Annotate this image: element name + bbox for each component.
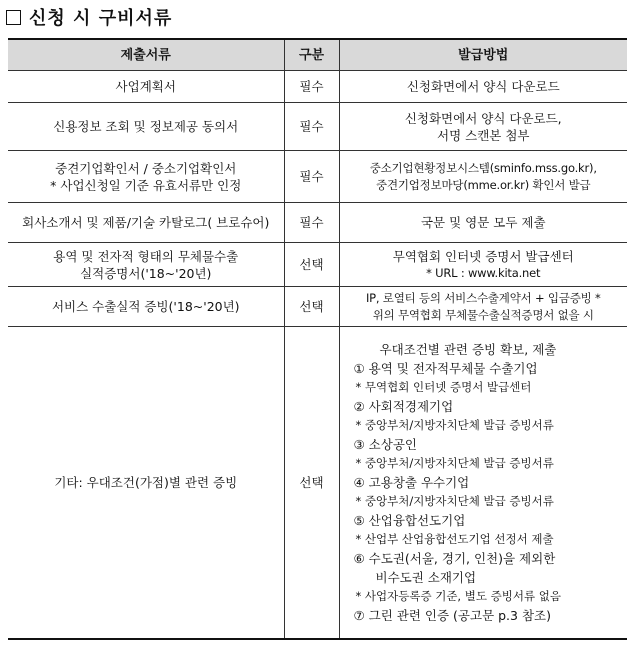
method-text: 서명 스캔본 첨부: [437, 127, 530, 143]
method-text: 위의 무역협회 무체물수출실적증명서 없을 시: [372, 307, 594, 322]
header-type: 구분: [284, 39, 339, 71]
required-documents-table: [8, 38, 627, 640]
misc-heading: 우대조건별 관련 증빙 확보, 제출: [379, 341, 557, 357]
misc-method-cell: [339, 327, 627, 639]
table-row: [8, 243, 627, 287]
doc-cell: [8, 203, 284, 243]
type-cell: 선택: [284, 327, 339, 639]
misc-note: * 중앙부처/지방자치단체 발급 증빙서류: [355, 493, 554, 508]
section-title-text: 신청 시 구비서류: [29, 8, 173, 29]
section-title: [6, 2, 172, 32]
method-cell: [339, 243, 627, 287]
type-cell: 필수: [284, 71, 339, 103]
method-cell: [339, 103, 627, 151]
method-text: 무역협회 인터넷 증명서 발급센터: [392, 248, 574, 264]
method-cell: [339, 287, 627, 327]
doc-text: 실적증명서('18~'20년): [80, 265, 212, 281]
table-row: [8, 287, 627, 327]
table-row: [8, 203, 627, 243]
doc-cell: [8, 151, 284, 203]
type-cell: 필수: [284, 203, 339, 243]
header-method: 발급방법: [339, 39, 627, 71]
misc-item: ⑦ 그린 관련 인증 (공고문 p.3 참조): [353, 607, 551, 623]
misc-note: * 사업자등록증 기준, 별도 증빙서류 없음: [355, 588, 561, 603]
method-text: 신청화면에서 양식 다운로드,: [404, 110, 562, 126]
method-cell: [339, 203, 627, 243]
doc-cell: 기타: 우대조건(가점)별 관련 증빙: [8, 327, 284, 639]
misc-note: * 중앙부처/지방자치단체 발급 증빙서류: [355, 455, 554, 470]
method-cell: [339, 71, 627, 103]
type-cell: 선택: [284, 287, 339, 327]
doc-cell: [8, 243, 284, 287]
doc-cell: [8, 103, 284, 151]
table-row: [8, 103, 627, 151]
doc-text: 서비스 수출실적 증빙('18~'20년): [51, 299, 240, 314]
method-cell: [339, 151, 627, 203]
misc-item: ⑥ 수도권(서울, 경기, 인천)을 제외한: [353, 550, 556, 566]
misc-note: * 산업부 산업융합선도기업 선정서 제출: [355, 531, 554, 546]
misc-note: * 중앙부처/지방자치단체 발급 증빙서류: [355, 417, 554, 432]
doc-text: 회사소개서 및 제품/기술 카탈로그( 브로슈어): [22, 215, 270, 230]
doc-text: 중견기업확인서 / 중소기업확인서: [55, 160, 237, 176]
method-text: 신청화면에서 양식 다운로드: [406, 79, 560, 94]
doc-note: * 사업신청일 기준 유효서류만 인정: [50, 177, 242, 193]
doc-text: 사업계획서: [115, 79, 176, 94]
misc-item: ④ 고용창출 우수기업: [353, 474, 470, 490]
misc-item: ⑤ 산업융합선도기업: [353, 512, 466, 528]
table-header-row: [8, 39, 627, 71]
doc-text: 신용정보 조회 및 정보제공 동의서: [53, 119, 239, 134]
misc-item: ② 사회적경제기업: [353, 398, 454, 414]
misc-item: ① 용역 및 전자적무체물 수출기업: [353, 360, 538, 376]
method-text: 중소기업현황정보시스템(sminfo.mss.go.kr),: [369, 160, 597, 175]
type-cell: 필수: [284, 151, 339, 203]
method-text: IP, 로열티 등의 서비스수출계약서 + 입금증빙 *: [365, 290, 601, 305]
misc-item-cont: 비수도권 소재기업: [375, 569, 477, 585]
doc-cell: [8, 287, 284, 327]
type-cell: 필수: [284, 103, 339, 151]
method-url: * URL : www.kita.net: [426, 265, 541, 280]
misc-note: * 무역협회 인터넷 증명서 발급센터: [355, 379, 532, 394]
doc-cell: [8, 71, 284, 103]
table-row-misc: [8, 327, 627, 639]
method-text: 국문 및 영문 모두 제출: [420, 215, 546, 230]
checkbox-square-icon: [6, 10, 21, 25]
doc-text: 용역 및 전자적 형태의 무체물수출: [53, 248, 239, 264]
header-documents: 제출서류: [8, 39, 284, 71]
table-row: [8, 151, 627, 203]
table-row: [8, 71, 627, 103]
misc-item: ③ 소상공인: [353, 436, 417, 452]
type-cell: 선택: [284, 243, 339, 287]
method-text: 중견기업정보마당(mme.or.kr) 확인서 발급: [376, 177, 591, 192]
